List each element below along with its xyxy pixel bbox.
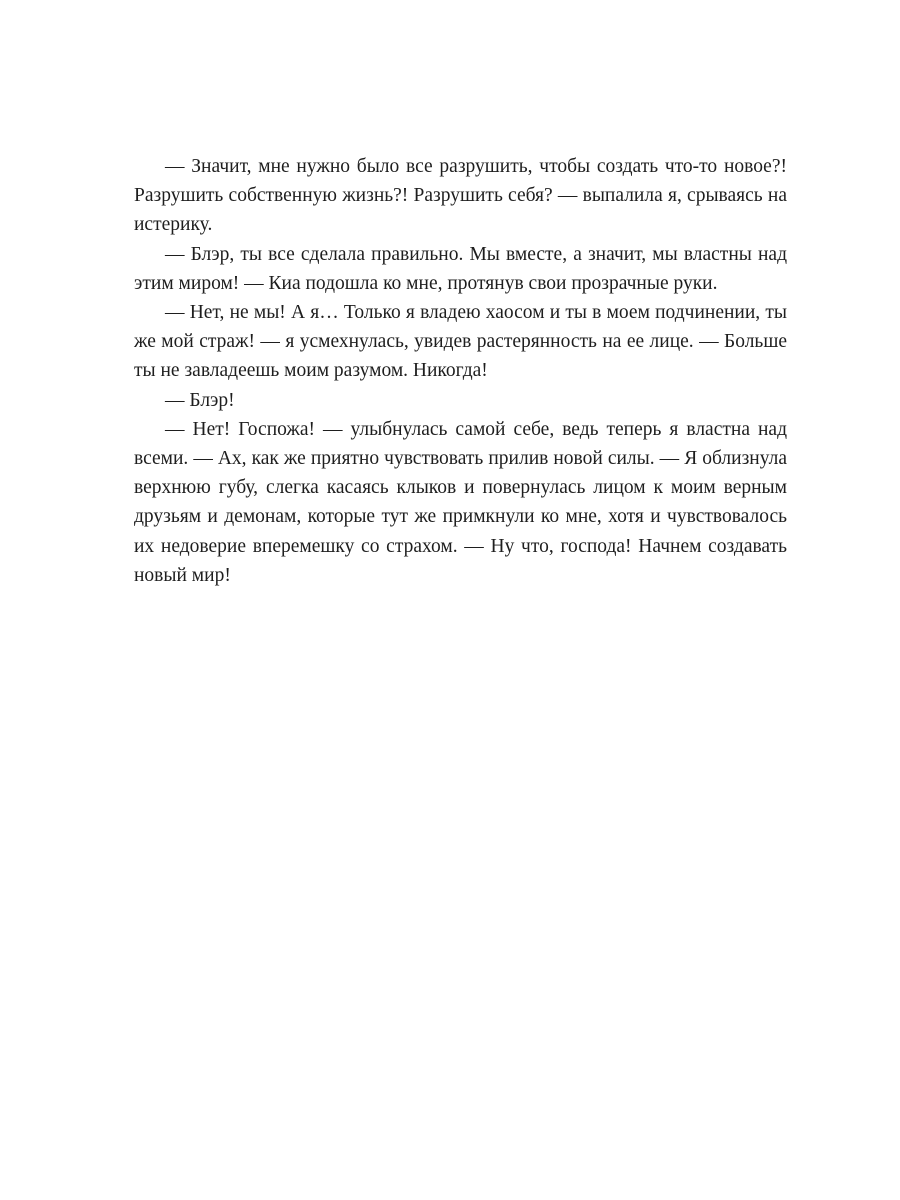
paragraph-3: — Нет, не мы! А я… Только я владею хаосом и ты в моем подчинении, ты же мой страж! — я усмехнулась, увидев растерянность на ее лице. — Больше ты не завладеешь моим разумом. Никогда! — [134, 302, 787, 382]
paragraph-5: — Нет! Госпожа! — улыбнулась самой себе, ведь теперь я властна над всеми. — Ах, как же приятно чувствовать прилив новой силы. — Я облизнула верхнюю губу, слегка касаясь клыков и повернулась лицом к моим верным друзьям и демонам, которые тут же примкнули ко мне, хотя и чувствовалось их недоверие вперемешку со страхом. — Ну что, господа! Начнем создавать новый мир! — [134, 418, 787, 586]
paragraph-4: — Блэр! — [165, 389, 235, 411]
page-text — [134, 152, 787, 590]
paragraph-2: — Блэр, ты все сделала правильно. Мы вместе, а значит, мы властны над этим миром! — Киа подошла ко мне, протянув свои прозрачные руки. — [134, 243, 787, 294]
paragraph-1: — Значит, мне нужно было все разрушить, чтобы создать что-то новое?! Разрушить собственную жизнь?! Разрушить себя? — выпалила я, срываясь на истерику. — [134, 156, 787, 236]
